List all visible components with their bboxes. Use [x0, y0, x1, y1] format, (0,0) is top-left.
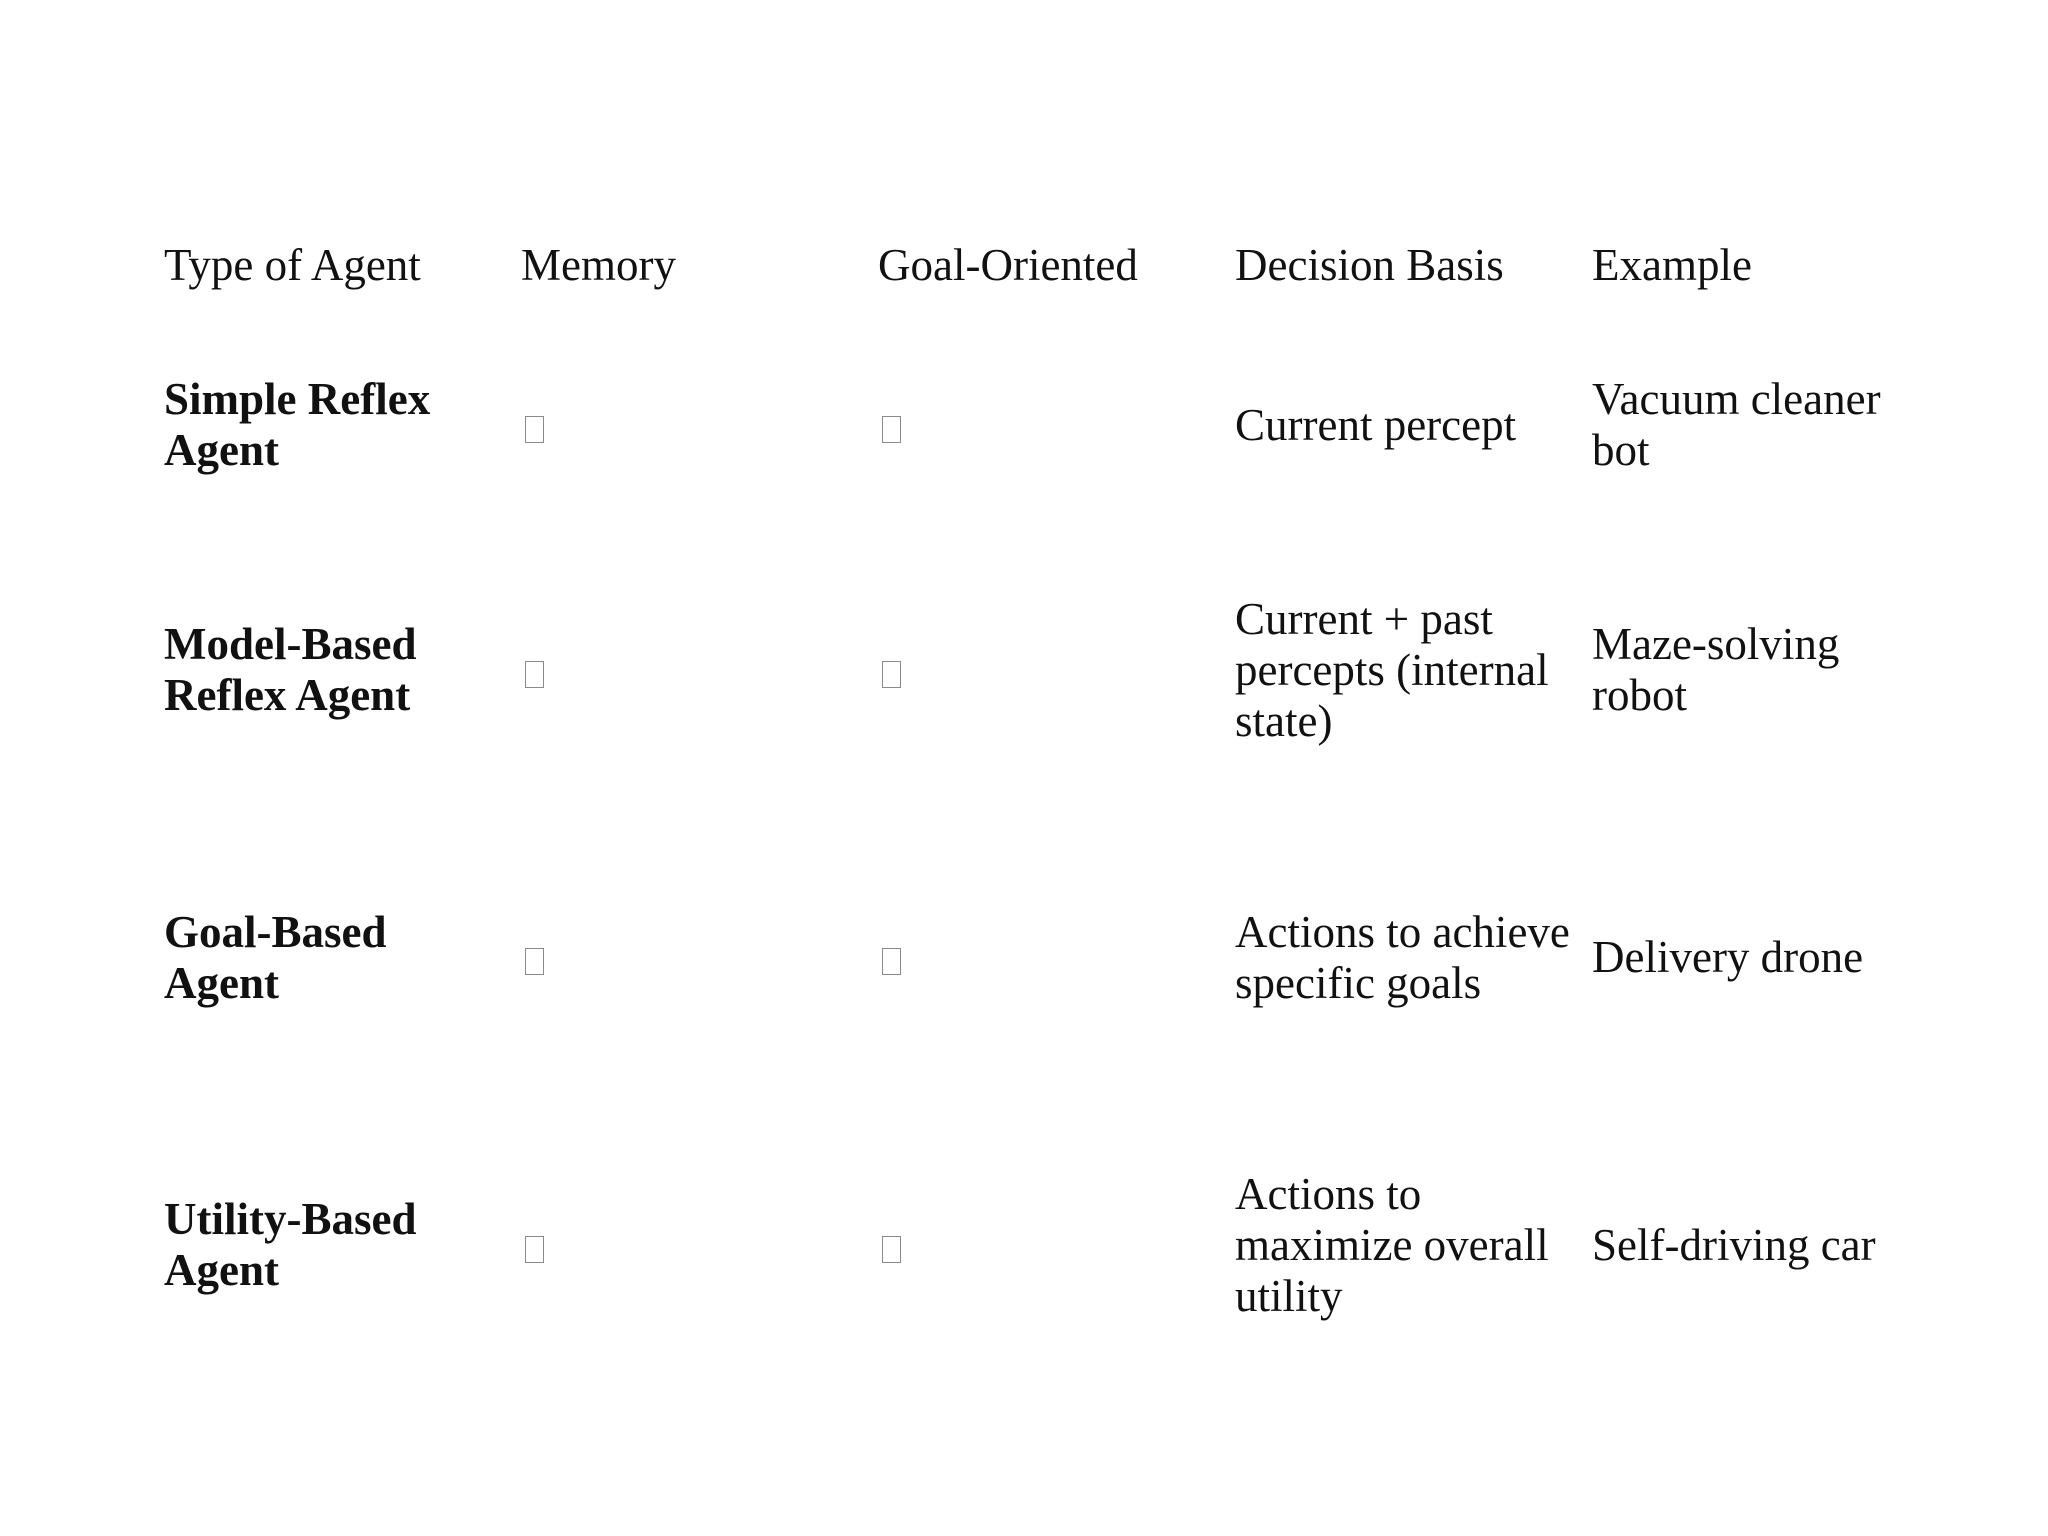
table-header [154, 200, 1934, 330]
memory-cell [511, 330, 868, 520]
missing-glyph-icon [525, 661, 544, 688]
missing-glyph-icon [882, 1236, 901, 1263]
decision-basis-cell: Current + past percepts (internal state) [1235, 593, 1549, 746]
missing-glyph-icon [525, 416, 544, 443]
agent-type-cell: Utility-Based Agent [164, 1194, 417, 1295]
header-type-of-agent: Type of Agent [164, 239, 421, 290]
goal-oriented-cell [868, 330, 1225, 520]
decision-basis-cell: Actions to maximize overall utility [1235, 1168, 1549, 1321]
example-cell: Self-driving car [1592, 1219, 1876, 1270]
goal-oriented-cell [868, 820, 1225, 1095]
missing-glyph-icon [882, 416, 901, 443]
header-memory: Memory [521, 239, 676, 290]
decision-basis-cell: Actions to achieve specific goals [1235, 906, 1570, 1008]
missing-glyph-icon [525, 1236, 544, 1263]
header-row [154, 200, 1934, 330]
table-row [154, 520, 1934, 820]
header-goal-oriented: Goal-Oriented [878, 239, 1138, 290]
missing-glyph-icon [882, 661, 901, 688]
example-cell: Maze-solving robot [1592, 619, 1840, 720]
header-example: Example [1592, 239, 1752, 290]
table-row [154, 1095, 1934, 1395]
table-body [154, 330, 1934, 1395]
agent-types-table [154, 200, 1934, 1395]
agent-type-cell: Simple Reflex Agent [164, 374, 431, 475]
goal-oriented-cell [868, 520, 1225, 820]
example-cell: Vacuum cleaner bot [1592, 374, 1881, 475]
memory-cell [511, 520, 868, 820]
example-cell: Delivery drone [1592, 932, 1864, 982]
table-row [154, 330, 1934, 520]
missing-glyph-icon [525, 948, 544, 975]
memory-cell [511, 1095, 868, 1395]
goal-oriented-cell [868, 1095, 1225, 1395]
table-row [154, 820, 1934, 1095]
missing-glyph-icon [882, 948, 901, 975]
decision-basis-cell: Current percept [1235, 399, 1517, 450]
header-decision-basis: Decision Basis [1235, 239, 1504, 290]
memory-cell [511, 820, 868, 1095]
agent-type-cell: Model-Based Reflex Agent [164, 619, 417, 720]
agent-type-cell: Goal-Based Agent [164, 906, 387, 1008]
